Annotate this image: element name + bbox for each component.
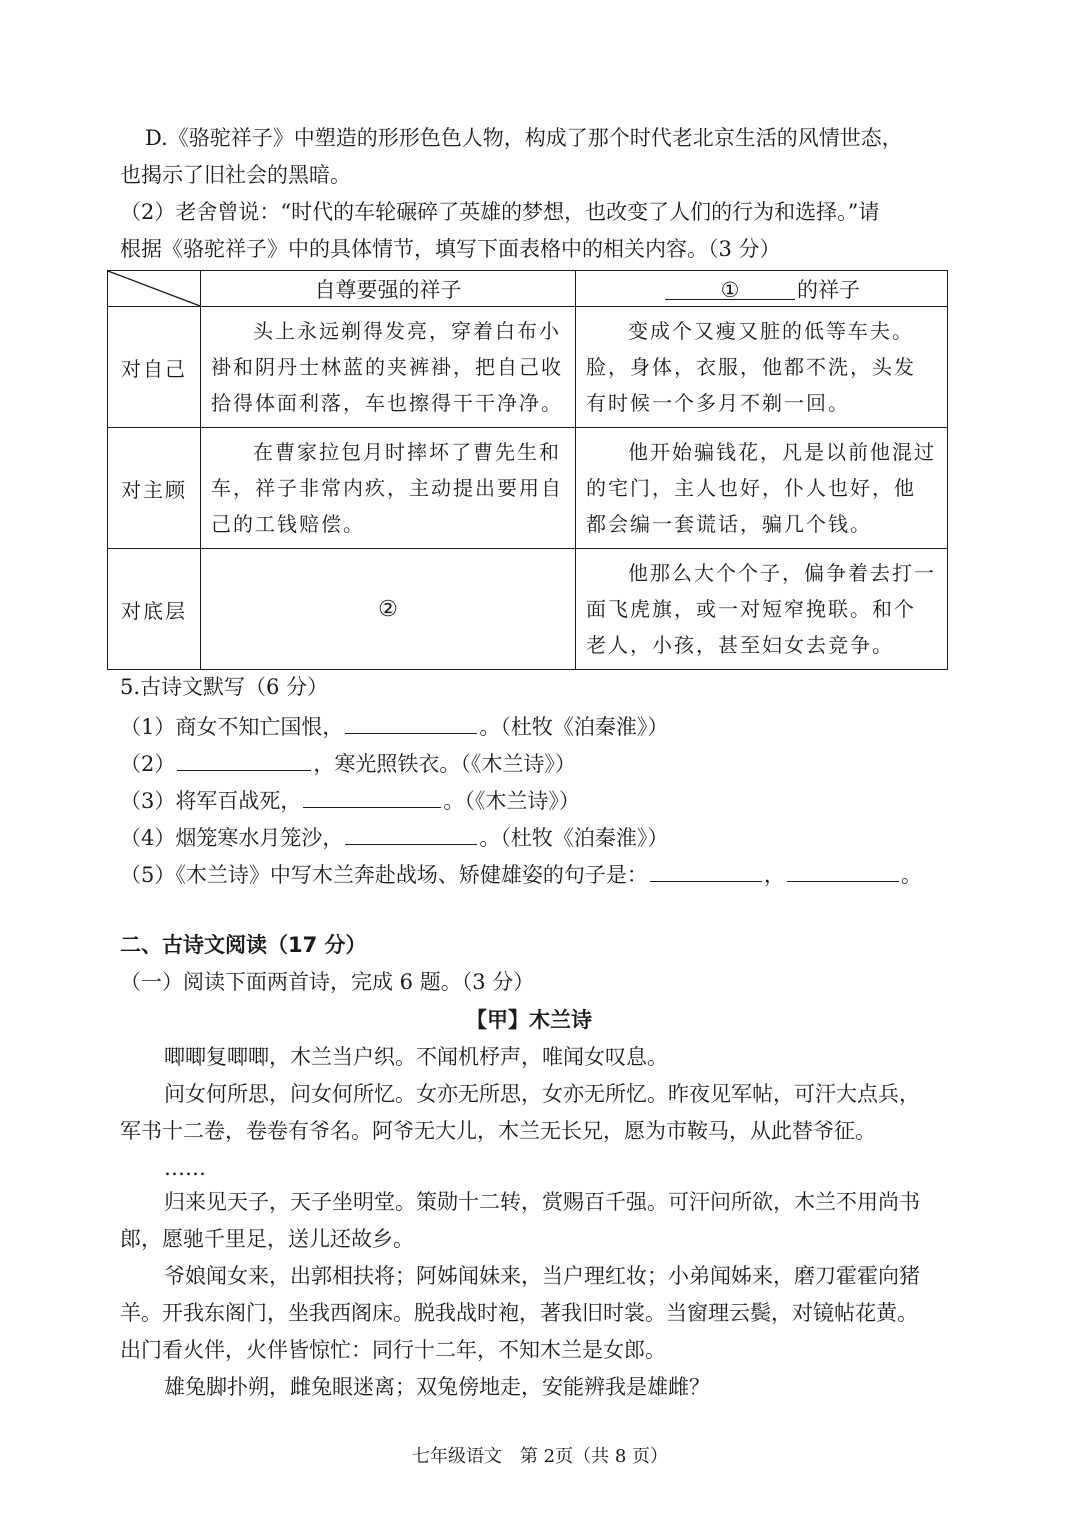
cell-text: 在曹家拉包月时摔坏了曹先生和车，祥子非常内疚，主动提出要用自己的工钱赔偿。 — [211, 440, 563, 536]
poem-paragraph: 出门看火伴，火伴皆惊忙：同行十二年，不知木兰是女郎。 — [120, 1338, 666, 1362]
table-row — [108, 549, 948, 670]
answer-blank[interactable] — [787, 860, 899, 882]
q5-item1-prefix: （1）商女不知亡国恨， — [120, 715, 344, 739]
table-corner-cell — [108, 271, 201, 307]
poem-paragraph: 雄兔脚扑朔，雌兔眼迷离；双兔傍地走，安能辨我是雄雌？ — [164, 1375, 710, 1399]
q5-item4-prefix: （4）烟笼寒水月笼沙， — [120, 826, 344, 850]
poem-paragraph: 唧唧复唧唧，木兰当户织。不闻机杼声，唯闻女叹息。 — [164, 1045, 668, 1069]
poem-paragraph: 郎，愿驰千里足，送儿还故乡。 — [120, 1227, 414, 1251]
page-footer: 七年级语文 第 2页（共 8 页） — [411, 1446, 669, 1467]
poem-ellipsis: …… — [164, 1156, 206, 1180]
row-head: 对自己 — [108, 307, 201, 428]
q5-item2-suffix: ，寒光照铁衣。（《木兰诗》） — [313, 752, 576, 776]
xiangzi-table — [107, 270, 948, 670]
subquestion2-line2: 根据《骆驼祥子》中的具体情节，填写下面表格中的相关内容。（3 分） — [120, 237, 781, 261]
q5-item1 — [120, 712, 668, 740]
q5-item5-suffix: 。 — [900, 863, 922, 887]
cell-text: 他那么大个个子，偏争着去打一面飞虎旗，或一对短窄挽联。和个老人，小孩，甚至妇女去竞争。 — [586, 561, 936, 657]
answer-blank[interactable] — [650, 860, 762, 882]
col1-header: 自尊要强的祥子 — [201, 271, 576, 307]
section2-sub1: （一）阅读下面两首诗，完成 6 题。（3 分） — [120, 970, 535, 994]
col2-header-suffix: 的祥子 — [797, 277, 860, 302]
answer-blank[interactable] — [345, 712, 477, 734]
table-cell — [576, 549, 948, 670]
poem-paragraph: 归来见天子，天子坐明堂。策勋十二转，赏赐百千强。可汗问所欲，木兰不用尚书 — [164, 1190, 920, 1214]
table-cell — [201, 428, 576, 549]
q5-item5 — [120, 860, 922, 888]
q5-item3-prefix: （3）将军百战死， — [120, 789, 302, 813]
q5-item4-suffix: 。（杜牧《泊秦淮》） — [479, 826, 669, 850]
row-head: 对底层 — [108, 549, 201, 670]
blank-2-label: ② — [378, 596, 398, 622]
section2-title: 二、古诗文阅读（17 分） — [120, 933, 367, 957]
q5-item2-prefix: （2） — [120, 752, 176, 776]
table-cell — [576, 307, 948, 428]
q5-item1-suffix: 。（杜牧《泊秦淮》） — [479, 715, 669, 739]
option-d-line1: D.《骆驼祥子》中塑造的形形色色人物，构成了那个时代老北京生活的风情世态， — [145, 126, 903, 150]
answer-cell-2[interactable] — [201, 549, 576, 670]
poem-paragraph: 军书十二卷，卷卷有爷名。阿爷无大儿，木兰无长兄，愿为市鞍马，从此替爷征。 — [120, 1119, 876, 1143]
subquestion2-line1: （2）老舍曾说：“时代的车轮碾碎了英雄的梦想，也改变了人们的行为和选择。”请 — [120, 200, 880, 224]
q5-item4 — [120, 823, 668, 851]
q5-item3-suffix: 。（《木兰诗》） — [443, 789, 580, 813]
poem-paragraph: 问女何所思，问女何所忆。女亦无所思，女亦无所忆。昨夜见军帖，可汗大点兵， — [164, 1082, 920, 1106]
blank-1[interactable] — [665, 278, 795, 300]
poem-title: 【甲】木兰诗 — [466, 1008, 592, 1032]
poem-paragraph: 羊。开我东阁门，坐我西阁床。脱我战时袍，著我旧时裳。当窗理云鬓，对镜帖花黄。 — [120, 1301, 918, 1325]
option-d-line2: 也揭示了旧社会的黑暗。 — [120, 163, 351, 187]
cell-text: 他开始骗钱花，凡是以前他混过的宅门，主人也好，仆人也好，他都会编一套谎话，骗几个钱。 — [586, 440, 936, 536]
cell-text: 头上永远剃得发亮，穿着白布小褂和阴丹士林蓝的夹裤褂，把自己收拾得体面利落，车也擦得干干净净。 — [211, 319, 563, 415]
q5-item5-mid: ， — [763, 863, 785, 887]
answer-blank[interactable] — [345, 823, 477, 845]
poem-paragraph: 爷娘闻女来，出郭相扶将；阿姊闻妹来，当户理红妆；小弟闻姊来，磨刀霍霍向猪 — [164, 1264, 920, 1288]
diagonal-line — [108, 271, 200, 306]
q5-item3 — [120, 786, 580, 814]
q5-item5-prefix: （5）《木兰诗》中写木兰奔赴战场、矫健雄姿的句子是： — [120, 863, 648, 887]
answer-blank[interactable] — [303, 786, 441, 808]
row-head: 对主顾 — [108, 428, 201, 549]
table-cell — [201, 307, 576, 428]
cell-text: 变成个又瘦又脏的低等车夫。脸，身体，衣服，他都不洗，头发有时候一个多月不剃一回。 — [586, 319, 916, 415]
table-row — [108, 428, 948, 549]
table-row — [108, 307, 948, 428]
table-cell — [576, 428, 948, 549]
q5-item2 — [120, 749, 576, 777]
answer-blank[interactable] — [177, 749, 311, 771]
q5-title: 5.古诗文默写（6 分） — [120, 675, 329, 699]
col2-header — [576, 271, 948, 307]
blank-1-label: ① — [720, 277, 740, 302]
